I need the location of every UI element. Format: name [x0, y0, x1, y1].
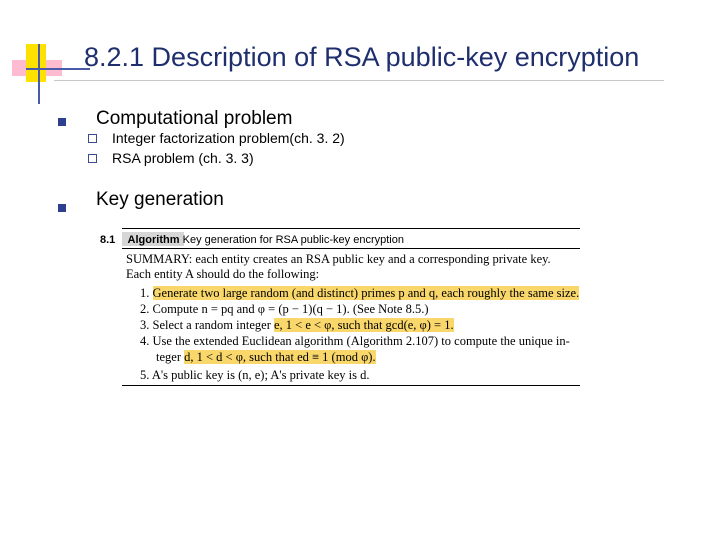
- title-decoration-yellow: [26, 44, 46, 82]
- bullet-square-icon: [58, 204, 66, 212]
- algorithm-top-rule: [122, 228, 580, 229]
- step-number: 4.: [140, 334, 150, 348]
- algorithm-step: [140, 302, 429, 317]
- algorithm-keyword: Algorithm: [127, 234, 180, 246]
- algorithm-header-rule: [122, 248, 580, 249]
- algorithm-step: [140, 286, 579, 301]
- bullet-computational-problem: Computational problem: [96, 108, 293, 129]
- step-number: 1.: [140, 286, 150, 300]
- bullet-key-generation: Key generation: [96, 189, 224, 210]
- checkbox-bullet-icon: [88, 154, 97, 163]
- title-decoration-hline: [26, 68, 90, 70]
- step-text-highlight: e, 1 < e < φ, such that gcd(e, φ) = 1.: [273, 318, 454, 332]
- algorithm-step: [140, 318, 454, 333]
- title-decoration-vline: [38, 44, 40, 104]
- subitem-rsa-problem: RSA problem (ch. 3. 3): [112, 150, 254, 166]
- step-text: Generate two large random (and distinct) primes p and q, each roughly the same size.: [152, 286, 580, 300]
- checkbox-bullet-icon: [88, 134, 97, 143]
- step-text: Compute n = pq and φ = (p − 1)(q − 1). (See Note 8.5.): [152, 302, 429, 316]
- title-underline: [54, 80, 664, 81]
- subitem-integer-factorization: Integer factorization problem(ch. 3. 2): [112, 130, 345, 146]
- algorithm-number: 8.1: [100, 234, 116, 246]
- step-number: 2.: [140, 302, 150, 316]
- step-text: A's public key is (n, e); A's private key is d.: [151, 368, 370, 382]
- step-text: Use the extended Euclidean algorithm (Algorithm 2.107) to compute the unique in-: [152, 334, 570, 348]
- step-text: Select a random integer: [152, 318, 274, 332]
- algorithm-step-continuation: [156, 350, 376, 365]
- bullet-square-icon: [58, 118, 66, 126]
- algorithm-intro: Each entity A should do the following:: [126, 267, 320, 281]
- algorithm-summary: SUMMARY: each entity creates an RSA public key and a corresponding private key.: [126, 252, 551, 266]
- algorithm-step: [140, 368, 369, 383]
- step-text: teger: [156, 350, 185, 364]
- step-text-highlight: d, 1 < d < φ, such that ed ≡ 1 (mod φ).: [184, 350, 376, 364]
- algorithm-caption: Key generation for RSA public-key encryption: [182, 234, 404, 246]
- step-number: 3.: [140, 318, 150, 332]
- algorithm-figure: [100, 224, 580, 392]
- algorithm-step: [140, 334, 570, 349]
- step-number: 5.: [140, 368, 150, 382]
- algorithm-header: [100, 232, 404, 247]
- slide-title: 8.2.1 Description of RSA public-key encryption: [84, 42, 640, 72]
- algorithm-bottom-rule: [122, 385, 580, 386]
